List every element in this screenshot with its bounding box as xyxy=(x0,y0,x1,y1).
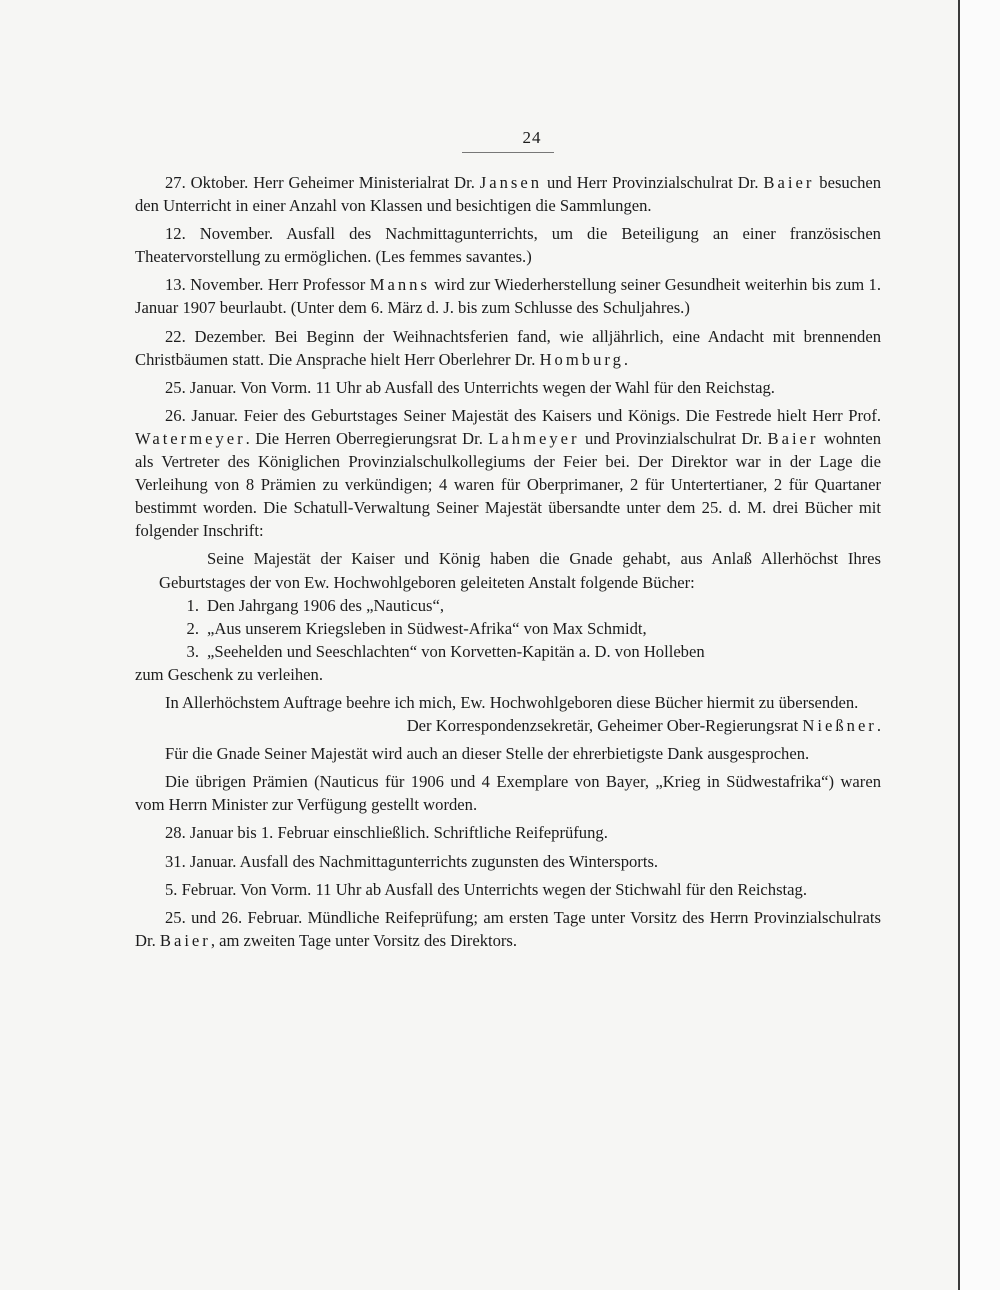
quote-intro: Seine Majestät der Kaiser und König haben die Gnade gehabt, aus Anlaß Allerhöchst Ihres Geburtstages der von Ew. Hochwohlgeboren geleiteten Anstalt folgende Bücher: xyxy=(159,549,881,592)
person-name: Manns xyxy=(369,275,430,295)
entry-text: wohnten als Vertreter des Königlichen Provinzialschulkollegiums der Feier bei. Der Direktor war in der Lage die Verleihung von 8 Prämien zu verkündigen; 4 waren für Oberprimaner, 2 für Untertertianer, 2 für Quartaner bestimmt worden. Die Schatull-Verwaltung Seiner Majestät übersandte unter dem 25. d. M. drei Bücher mit folgender Inschrift: xyxy=(135,428,881,541)
entries-before-quote xyxy=(135,171,881,542)
person-name: Baier xyxy=(767,428,819,448)
entry-date: 13. November. xyxy=(165,275,264,295)
quote-closing: zum Geschenk zu verleihen. xyxy=(135,664,323,684)
entry-date: 28. Januar bis 1. Februar einschließlich. xyxy=(165,823,430,843)
entry-text: . Die Herren Oberregierungsrat Dr. xyxy=(245,428,489,448)
entry-text: Herr Geheimer Ministerialrat Dr. xyxy=(248,173,480,192)
chronicle-entry xyxy=(135,878,881,901)
entry-text: Schriftliche Reifeprüfung. xyxy=(429,823,608,843)
page-edge-line xyxy=(958,0,960,1290)
book-list-number: 3. xyxy=(186,641,199,661)
page-right-margin xyxy=(960,0,1000,1290)
entry-text: und Provinzialschulrat Dr. xyxy=(579,428,768,448)
person-name: Lahmeyer xyxy=(488,428,580,448)
signature-name: Nießner xyxy=(802,716,877,736)
entry-text: Mündliche Reifeprüfung; am ersten Tage unter Vorsitz des Herrn Provinzialschulrats Dr. xyxy=(135,907,881,950)
entry-text: Die übrigen Prämien (Nauticus für 1906 und 4 Exemplare von Bayer, „Krieg in Südwestafrika“) waren vom Herrn Minister zur Verfügung gestellt worden. xyxy=(135,772,881,815)
person-name: Baier xyxy=(159,930,211,950)
entry-date: 5. Februar. xyxy=(165,879,237,899)
chronicle-entry xyxy=(135,742,881,765)
chronicle-entry xyxy=(135,171,881,217)
signature-text: Der Korrespondenzsekretär, Geheimer Ober-Regierungsrat xyxy=(406,716,803,736)
entry-text: Für die Gnade Seiner Majestät wird auch an dieser Stelle der ehrerbietigste Dank ausgesprochen. xyxy=(165,744,810,764)
entry-date: 27. Oktober. xyxy=(165,173,249,192)
person-name: Baier xyxy=(763,173,815,192)
book-list-item xyxy=(159,594,881,617)
book-list-number: 1. xyxy=(186,595,199,615)
chronicle-entry xyxy=(135,376,881,399)
book-list xyxy=(159,594,881,663)
person-name: Homburg xyxy=(539,349,624,369)
entry-text: und Herr Provinzialschulrat Dr. xyxy=(542,173,764,192)
chronicle-entry xyxy=(135,821,881,844)
entry-text: Bei Beginn der Weihnachtsferien fand, wie alljährlich, eine Andacht mit brennenden Christbäumen statt. Die Ansprache hielt Herr Oberlehrer Dr. xyxy=(135,326,881,369)
book-list-title: Den Jahrgang 1906 des „Nauticus“, xyxy=(207,595,445,615)
entries-after-quote xyxy=(135,742,881,952)
book-list-item xyxy=(159,640,881,663)
royal-inscription-quote xyxy=(159,547,881,662)
entry-text: besuchen den Unterricht in einer Anzahl von Klassen und besichtigen die Sammlungen. xyxy=(135,173,882,216)
entry-date: 22. Dezember. xyxy=(165,326,266,346)
chronicle-entry xyxy=(135,222,881,268)
chronicle-entry xyxy=(135,325,881,371)
chronicle-text xyxy=(135,171,881,957)
entry-text: Feier des Geburtstages Seiner Majestät des Kaisers und Königs. Die Festrede hielt Herr Prof. xyxy=(237,405,881,425)
book-list-title: „Aus unserem Kriegsleben in Südwest-Afrika“ von Max Schmidt, xyxy=(207,618,647,638)
entry-date: 25. und 26. Februar. xyxy=(165,907,303,927)
entry-date: 31. Januar. xyxy=(165,851,237,871)
chronicle-entry xyxy=(135,404,881,543)
page-number-rule xyxy=(462,152,554,153)
person-name: Watermeyer xyxy=(135,428,246,448)
chronicle-entry xyxy=(135,850,881,873)
entry-date: 25. Januar. xyxy=(165,377,237,397)
chronicle-entry xyxy=(135,273,881,319)
entry-text: Von Vorm. 11 Uhr ab Ausfall des Unterrichts wegen der Wahl für den Reichstag. xyxy=(236,377,775,397)
entry-date: 26. Januar. xyxy=(165,405,238,425)
book-list-title: „Seehelden und Seeschlachten“ von Korvetten-Kapitän a. D. von Holleben xyxy=(207,641,705,661)
entry-text: Ausfall des Nachmittagunterrichts, um die Beteiligung an einer französischen Theatervorstellung zu ermöglichen. (Les femmes savantes.) xyxy=(135,224,881,267)
entry-text: Ausfall des Nachmittagunterrichts zugunsten des Wintersports. xyxy=(236,851,659,871)
entry-text: Herr Professor xyxy=(263,275,370,295)
book-list-number: 2. xyxy=(186,618,199,638)
chronicle-entry xyxy=(135,906,881,952)
book-list-item xyxy=(159,617,881,640)
signature-line xyxy=(135,714,881,737)
signature-end: . xyxy=(876,716,881,736)
entry-text: . xyxy=(623,349,629,369)
order-paragraph: In Allerhöchstem Auftrage beehre ich mich, Ew. Hochwohlgeboren diese Bücher hiermit zu übersenden. xyxy=(165,692,859,712)
person-name: Jansen xyxy=(479,173,543,192)
page-number: 24 xyxy=(522,128,542,147)
entry-text: wird zur Wiederherstellung seiner Gesundheit weiterhin bis zum 1. Januar 1907 beurlaubt. (Unter dem 6. März d. J. bis zum Schlusse des Schuljahres.) xyxy=(135,275,881,318)
entry-date: 12. November. xyxy=(165,224,274,244)
entry-text: Von Vorm. 11 Uhr ab Ausfall des Unterrichts wegen der Stichwahl für den Reichstag. xyxy=(236,879,807,899)
chronicle-entry xyxy=(135,770,881,816)
entry-text: , am zweiten Tage unter Vorsitz des Direktors. xyxy=(210,930,518,950)
